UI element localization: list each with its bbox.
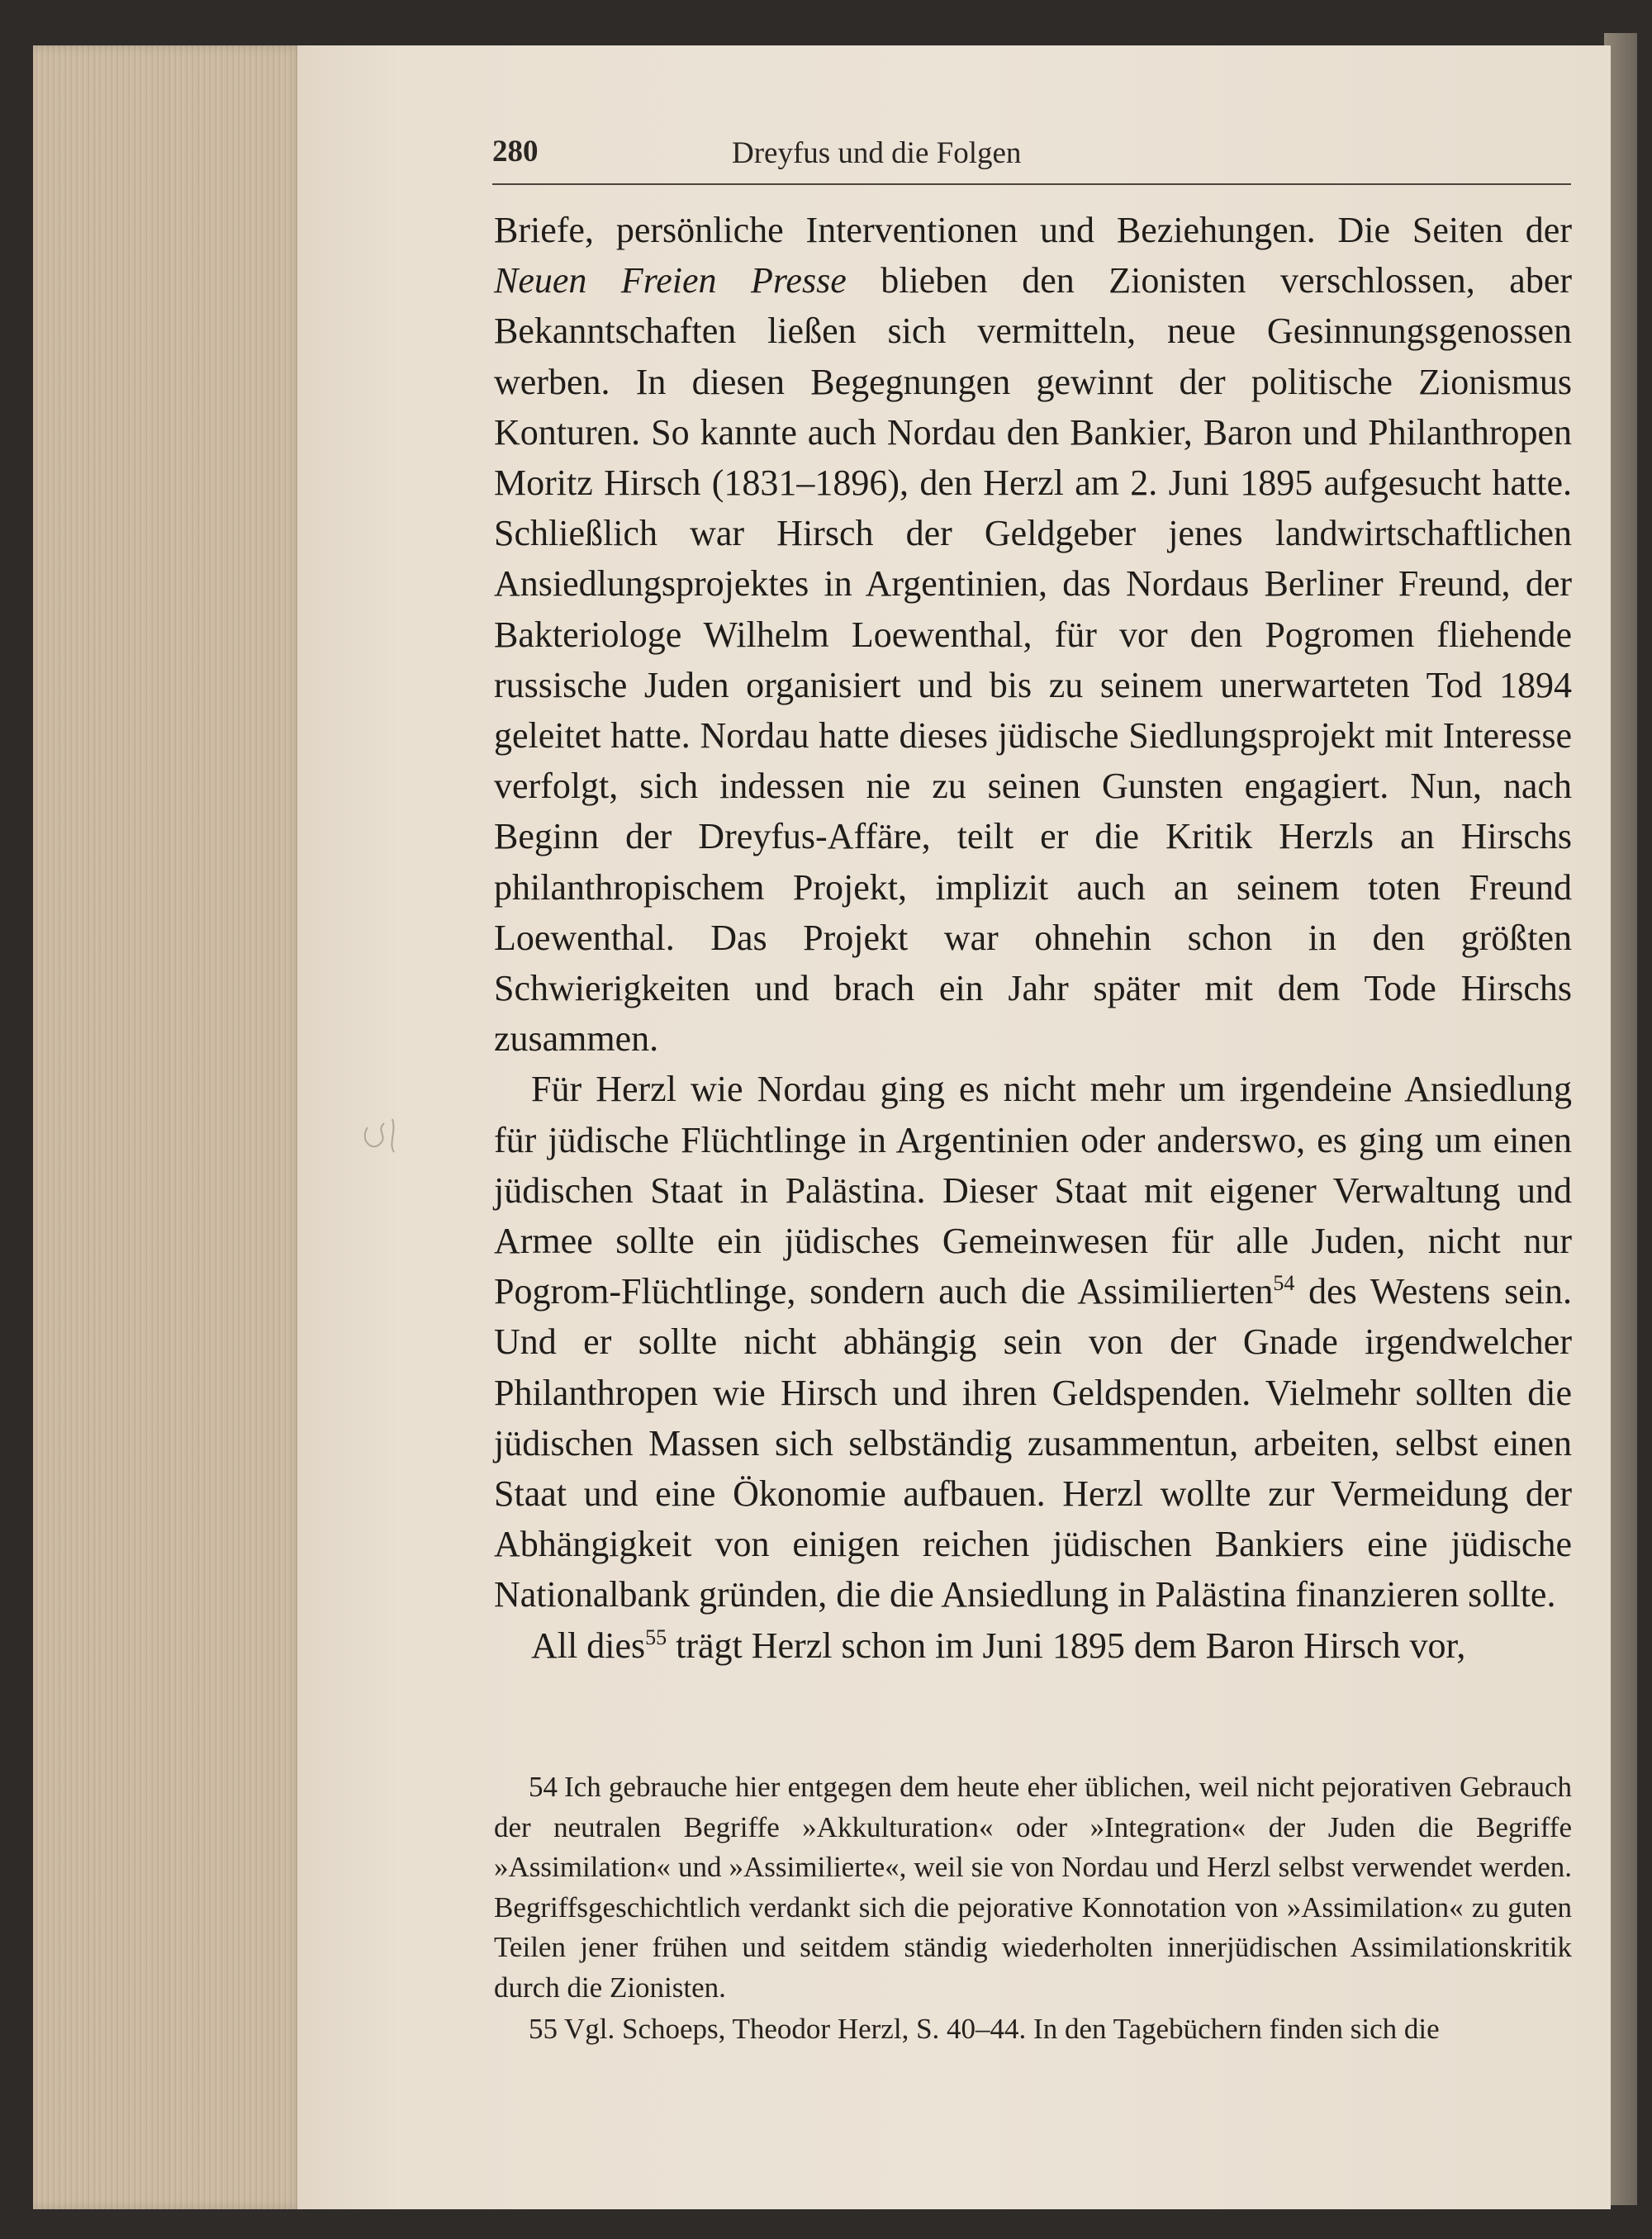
paragraph-3-rest: trägt Herzl schon im Juni 1895 dem Baron Hirsch vor, [667, 1625, 1466, 1666]
footnote-ref-54: 54 [1273, 1271, 1295, 1296]
footnote-55 [494, 2009, 1572, 2050]
page-header [492, 134, 1571, 185]
body-text [494, 205, 1572, 1671]
paragraph-2-start: Für Herzl wie Nordau ging es nicht mehr um irgendeine Ansiedlung für jüdische Flüchtlinge in Argentinien oder anderswo, es ging um einen jüdischen Staat in Palästina. Dieser Staat mit eigener Verwaltung und Armee sollte ein jüdisches Gemeinwesen für alle Juden, nicht nur Pogrom-Flüchtlinge, sondern auch die Assimilierten [494, 1069, 1572, 1312]
paragraph-3 [494, 1620, 1572, 1671]
footnote-number: 55 [529, 2013, 558, 2045]
footnote-text: Vgl. Schoeps, Theodor Herzl, S. 40–44. In den Tagebüchern finden sich die [564, 2013, 1440, 2045]
running-title: Dreyfus und die Folgen [732, 136, 1022, 170]
paragraph-1-start: Briefe, persönliche Interventionen und Beziehungen. Die Seiten der [494, 210, 1572, 250]
paragraph-2-rest: des Westens sein. Und er sollte nicht abhängig sein von der Gnade irgendwelcher Philanthropen wie Hirsch und ihren Geldspenden. Vielmehr sollten die jüdischen Massen sich selbständig zusammentun, arbeiten, selbst einen Staat und eine Ökonomie aufbauen. Herzl wollte zur Vermeidung der Abhängigkeit von einigen reichen jüdischen Bankiers eine jüdische Nationalbank gründen, die die Ansiedlung in Palästina finanzieren sollte. [494, 1271, 1572, 1615]
paragraph-1-rest: blieben den Zionisten verschlossen, aber Bekanntschaften ließen sich vermitteln, neue Gesinnungsgenossen werben. In diesen Begegnungen gewinnt der politische Zionismus Konturen. So kannte auch Nordau den Bankier, Baron und Philanthropen Moritz Hirsch (1831–1896), den Herzl am 2. Juni 1895 aufgesucht hatte. Schließlich war Hirsch der Geldgeber jenes landwirtschaftlichen Ansiedlungsprojektes in Argentinien, das Nordaus Berliner Freund, der Bakteriologe Wilhelm Loewenthal, für vor den Pogromen fliehende russische Juden organisiert und bis zu seinem unerwarteten Tod 1894 geleitet hatte. Nordau hatte dieses jüdische Siedlungsprojekt mit Interesse verfolgt, sich indessen nie zu seinen Gunsten engagiert. Nun, nach Beginn der Dreyfus-Affäre, teilt er die Kritik Herzls an Hirschs philanthropischem Projekt, implizit auch an seinem toten Freund Loewenthal. Das Projekt war ohnehin schon in den größten Schwierigkeiten und brach ein Jahr später mit dem Tode Hirschs zusammen. [494, 260, 1572, 1060]
paragraph-3-start: All dies [531, 1625, 646, 1666]
footnote-text: Ich gebrauche hier entgegen dem heute eher üblichen, weil nicht pejorativen Gebrauch der neutralen Begriffe »Akkulturation« oder »Integration« der Juden die Begriffe »Assimilation« und »Assimilierte«, weil sie von Nordau und Herzl selbst verwendet werden. Begriffsgeschichtlich verdankt sich die pejorative Konnotation von »Assimilation« zu guten Teilen jener frühen und seitdem ständig wiederholten innerjüdischen Assimilationskritik durch die Zionisten. [494, 1771, 1572, 2004]
book-page-edges [33, 45, 306, 2209]
page-number: 280 [492, 135, 539, 168]
footnote-number: 54 [529, 1771, 558, 1803]
pencil-annotation-mark [343, 1094, 467, 1169]
paragraph-2 [494, 1064, 1572, 1620]
footnotes [494, 1767, 1572, 2052]
footnote-ref-55: 55 [645, 1625, 667, 1649]
paragraph-1 [494, 205, 1572, 1064]
newspaper-title: Neuen Freien Presse [494, 260, 847, 301]
footnote-54 [494, 1767, 1572, 2008]
